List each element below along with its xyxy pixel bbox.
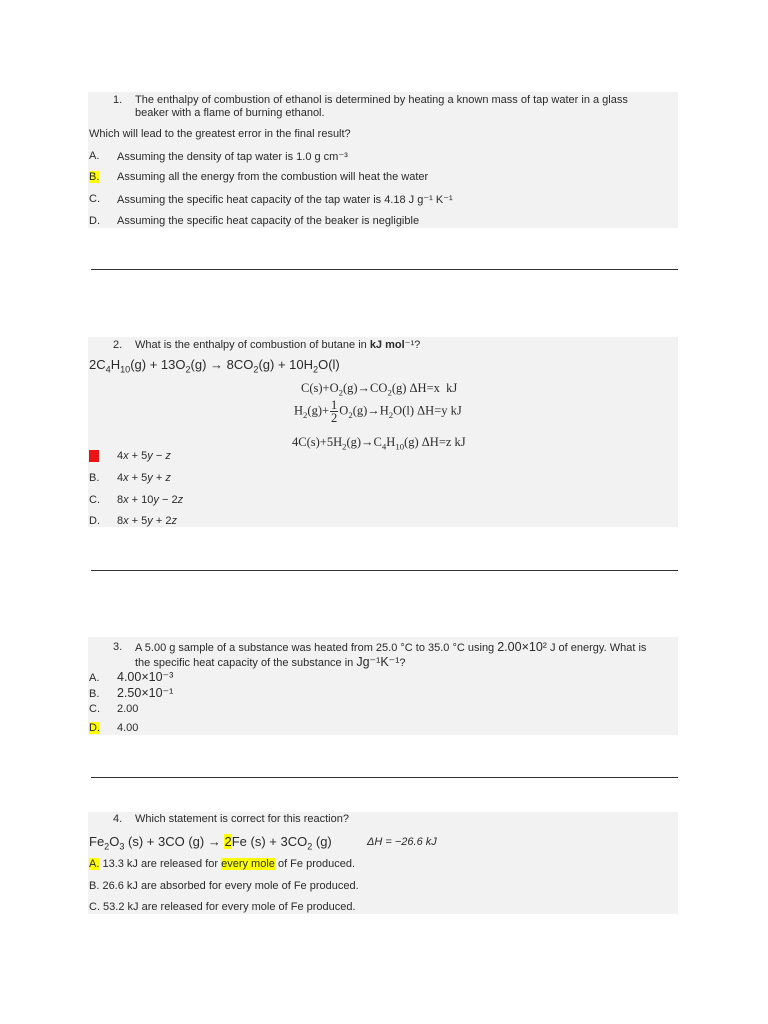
question-2-text-prefix: What is the enthalpy of combustion of butane in xyxy=(135,339,370,351)
divider-1 xyxy=(91,269,678,270)
question-1-text-line1: The enthalpy of combustion of ethanol is determined by heating a known mass of tap water in a glass xyxy=(135,94,628,106)
q1-option-b-letter-selected[interactable]: B. xyxy=(89,171,100,183)
question-3-text-line2 xyxy=(135,656,406,670)
question-2-unit-bold: kJ mol xyxy=(369,339,405,351)
coefficient-highlight: 2 xyxy=(224,834,232,849)
q3-option-d-text: 4.00 xyxy=(117,722,139,734)
q3-line2-a: the specific heat capacity of the substance in xyxy=(135,657,357,669)
question-4-number: 4. xyxy=(113,813,123,825)
question-1-prompt: Which will lead to the greatest error in the final result? xyxy=(89,128,351,140)
q3-option-b-letter[interactable]: B. xyxy=(89,688,100,700)
divider-3 xyxy=(91,777,678,778)
q1-option-a-letter[interactable]: A. xyxy=(89,150,100,162)
q4-option-a-post: of Fe produced. xyxy=(274,858,355,870)
q4-option-a-pre: 13.3 kJ are released for xyxy=(99,858,222,870)
question-1-text-line2: beaker with a flame of burning ethanol. xyxy=(135,107,325,119)
q3-option-a-text: 4.00×10⁻³ xyxy=(117,670,174,684)
question-3-text-line1 xyxy=(135,641,646,655)
q3-option-b-text: 2.50×10⁻¹ xyxy=(117,686,174,700)
q3-unit: Jg⁻¹K⁻¹ xyxy=(356,655,400,669)
iron-oxide-reduction-equation: $Fe_2O_3$ (s) + 3CO (g) → 2Fe $(s) + 3CO_2$ (g) xyxy=(89,834,332,852)
question-4-text: Which statement is correct for this reaction? xyxy=(135,813,349,825)
q4-enthalpy-value: ΔH = −26.6 kJ xyxy=(367,836,437,848)
given-reaction-1: $C(s)+O_2(g)\to CO_2(g)$ ΔH=x kJ xyxy=(301,381,458,398)
q4-option-b[interactable]: B. 26.6 kJ are absorbed for every mole of Fe produced. xyxy=(89,880,359,892)
q2-option-c-text: 8x + 10y − 2z xyxy=(117,494,184,506)
q1-option-c-letter[interactable]: C. xyxy=(89,193,100,205)
q3-option-c-text: 2.00 xyxy=(117,703,139,715)
q2-option-c-letter[interactable]: C. xyxy=(89,494,100,506)
question-2-number: 2. xyxy=(113,339,123,351)
q2-option-d-text: 8x + 5y + 2z xyxy=(117,515,177,527)
q2-option-a-letter-selected[interactable]: A. xyxy=(89,450,100,462)
question-2-text-suffix: ⁻¹? xyxy=(404,339,421,351)
given-reaction-3: $4C(s)+5H_2(g)\to C_4H_{10}(g)$ ΔH=z kJ xyxy=(292,435,466,452)
q3-option-c-letter[interactable]: C. xyxy=(89,703,100,715)
q2-option-a-text: 4x + 5y − z xyxy=(117,450,171,462)
q4-option-c[interactable]: C. 53.2 kJ are released for every mole of Fe produced. xyxy=(89,901,356,913)
q2-option-d-letter[interactable]: D. xyxy=(89,515,100,527)
q2-option-b-text: 4x + 5y + z xyxy=(117,472,171,484)
butane-combustion-equation: $2C_4H_{10}(g) + 13O_2(g) \to 8CO_2(g) + 10H_2O(l)$ xyxy=(89,357,340,375)
given-reaction-2: $H_2(g)+$ $\frac{1}{2}$ $O_2(g)\to H_2O(l)$ ΔH=y kJ xyxy=(294,398,462,425)
q1-option-d-text: Assuming the specific heat capacity of the beaker is negligible xyxy=(117,215,420,227)
question-3-number: 3. xyxy=(113,641,123,653)
q3-line1-c: J of energy. What is xyxy=(546,642,647,654)
q3-line2-c: ? xyxy=(399,657,406,669)
q3-option-d-letter-selected[interactable]: D. xyxy=(89,722,100,734)
question-2-text xyxy=(135,339,420,352)
q1-option-a-text: Assuming the density of tap water is 1.0 g cm⁻³ xyxy=(117,151,348,163)
q4-option-a-letter-selected[interactable]: A. xyxy=(89,858,100,870)
q3-energy-value: 2.00×10² xyxy=(497,640,547,654)
q4-option-a-highlight: every mole xyxy=(221,858,275,870)
q3-line1-a: A 5.00 g sample of a substance was heated from 25.0 °C to 35.0 °C using xyxy=(135,642,498,654)
question-1-number: 1. xyxy=(113,94,123,106)
q2-option-b-letter[interactable]: B. xyxy=(89,472,100,484)
q4-option-a[interactable] xyxy=(89,858,355,870)
divider-2 xyxy=(91,570,678,571)
q1-option-c-text: Assuming the specific heat capacity of the tap water is 4.18 J g⁻¹ K⁻¹ xyxy=(117,194,453,206)
q1-option-b-text: Assuming all the energy from the combustion will heat the water xyxy=(117,171,429,183)
q1-option-d-letter[interactable]: D. xyxy=(89,215,100,227)
q3-option-a-letter[interactable]: A. xyxy=(89,672,100,684)
half-fraction: $\frac{1}{2}$ xyxy=(331,398,338,425)
